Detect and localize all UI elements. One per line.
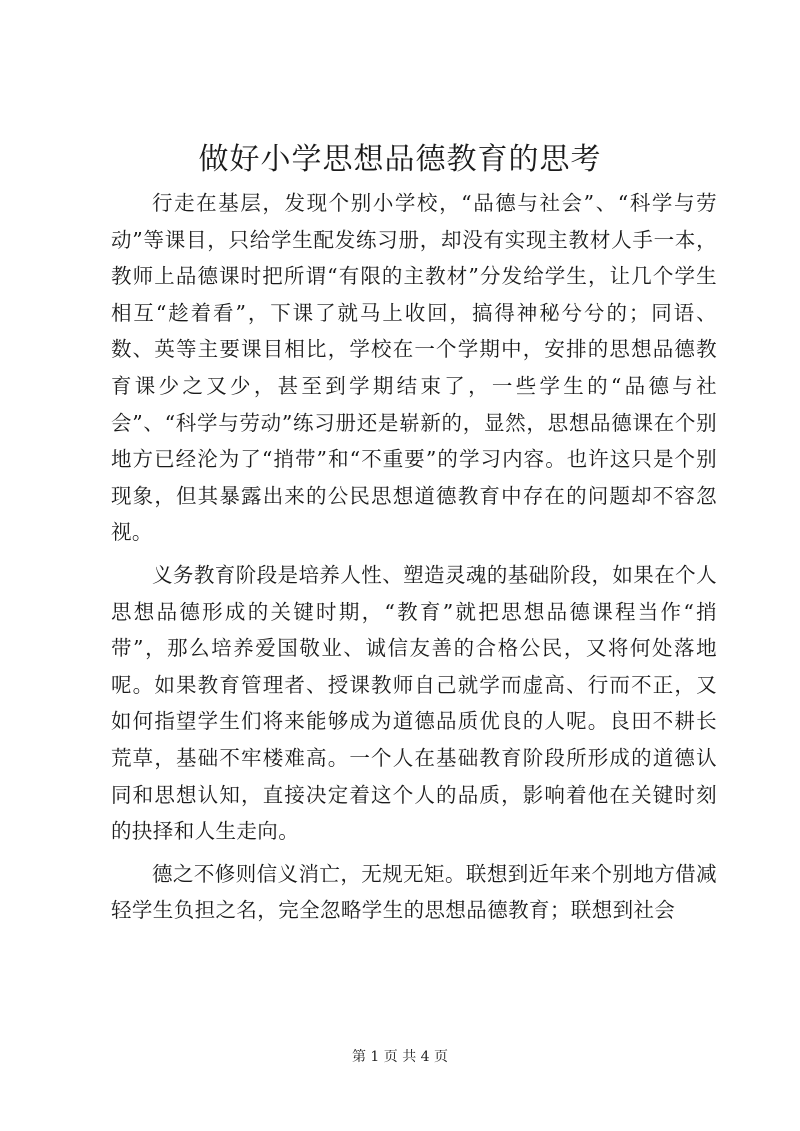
document-title: 做好小学思想品德教育的思考 xyxy=(198,142,602,177)
page-number-footer: 第 1 页 共 4 页 xyxy=(351,1049,449,1065)
paragraph-1: 行走在基层，发现个别小学校，“品德与社会”、“科学与劳动”等课目，只给学生配发练习册，却没有实现主教材人手一本，教师上品德课时把所谓“有限的主教材”分发给学生，让几个学生相互“趁着看”，下课了就马上收回，搞得神秘兮兮的；同语、数、英等主要课目相比，学校在一个学期中，安排的思想品德教育课少之又少，甚至到学期结束了，一些学生的“品德与社会”、“科学与劳动”练习册还是崭新的，显然，思想品德课在个别地方已经沦为了“捎带”和“不重要”的学习内容。也许这只是个别现象，但其暴露出来的公民思想道德教育中存在的问题却不容忽视。 xyxy=(111,191,717,545)
paragraph-3: 德之不修则信义消亡，无规无矩。联想到近年来个别地方借减轻学生负担之名，完全忽略学生的思想品德教育；联想到社会 xyxy=(111,861,717,923)
paragraph-2: 义务教育阶段是培养人性、塑造灵魂的基础阶段，如果在个人思想品德形成的关键时期，“教育”就把思想品德课程当作“捎带”，那么培养爱国敬业、诚信友善的合格公民，又将何处落地呢。如果教育管理者、授课教师自己就学而虚高、行而不正，又如何指望学生们将来能够成为道德品质优良的人呢。良田不耕长荒草，基础不牢楼难高。一个人在基础教育阶段所形成的道德认同和思想认知，直接决定着这个人的品质，影响着他在关键时刻的抉择和人生走向。 xyxy=(111,562,717,844)
document-body xyxy=(111,185,717,929)
